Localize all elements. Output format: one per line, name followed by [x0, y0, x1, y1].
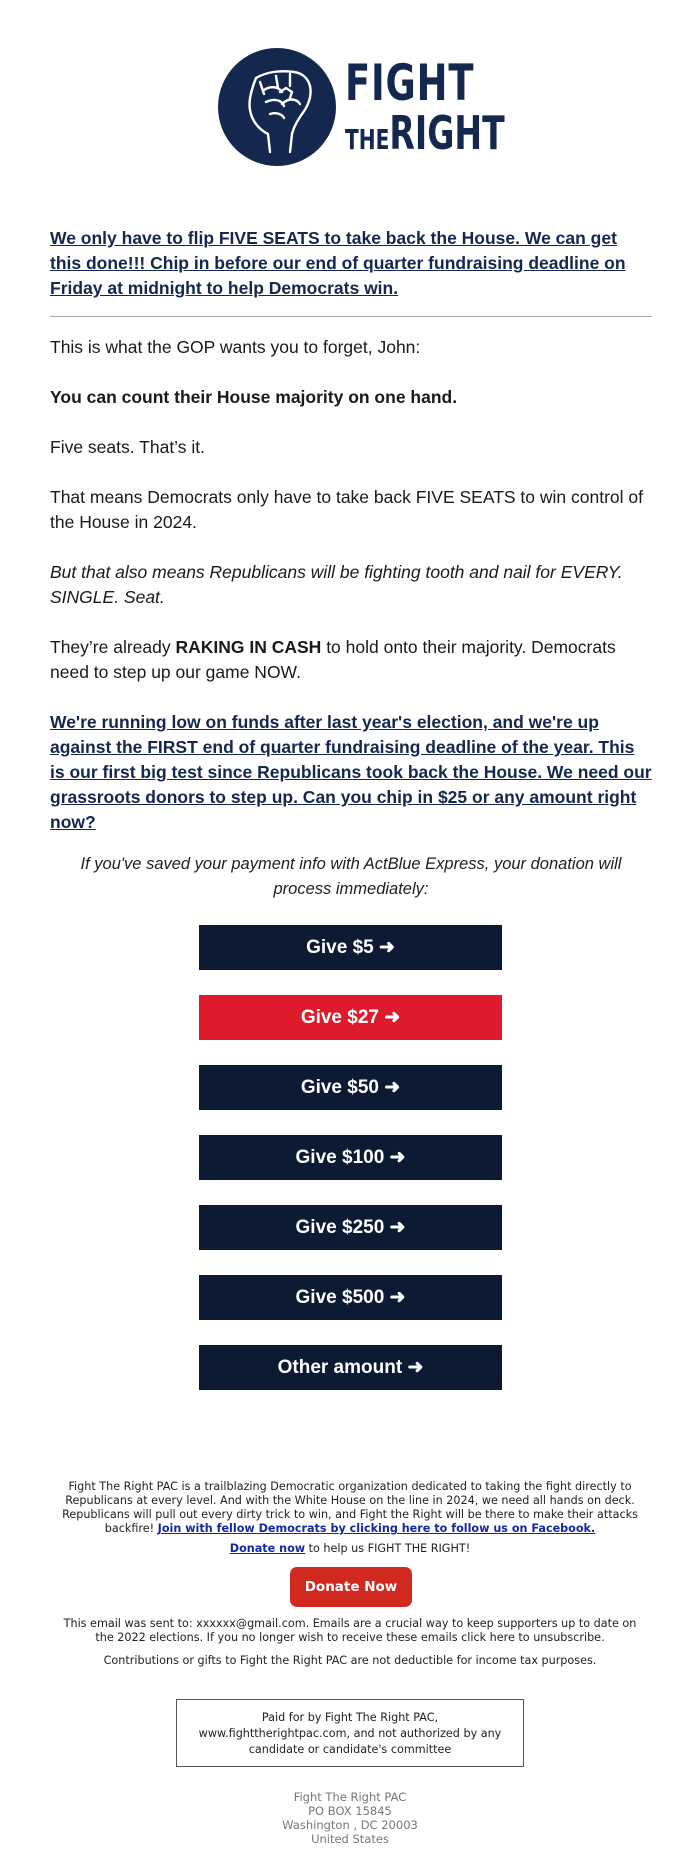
- donate-line-text: to help us FIGHT THE RIGHT!: [305, 1542, 471, 1555]
- give-50-button[interactable]: Give $50 ➜: [199, 1065, 502, 1110]
- paid-for-disclaimer: Paid for by Fight The Right PAC, www.fighttherightpac.com, and not authorized by any candidate or candidate's committee: [176, 1699, 524, 1767]
- footer-donate-line: [55, 1542, 645, 1556]
- address-line-3: Washington , DC 20003: [282, 1818, 418, 1832]
- brand-line-2-big: RIGHT: [389, 106, 505, 160]
- body-paragraph-5: But that also means Republicans will be fighting tooth and nail for EVERY. SINGLE. Seat.: [50, 562, 623, 607]
- donate-now-button[interactable]: Donate Now: [290, 1567, 412, 1607]
- headline[interactable]: [50, 226, 652, 301]
- give-27-button[interactable]: Give $27 ➜: [199, 995, 502, 1040]
- body-paragraph-1: This is what the GOP wants you to forget, John:: [50, 337, 421, 357]
- brand-line-2: [345, 106, 505, 160]
- give-500-button[interactable]: Give $500 ➜: [199, 1275, 502, 1320]
- footer-about: [55, 1480, 645, 1536]
- address-line-2: PO BOX 15845: [308, 1804, 392, 1818]
- divider: [50, 316, 652, 317]
- cta-link[interactable]: We're running low on funds after last year's election, and we're up against the FIRST end of quarter fundraising deadline of the year. This is our first big test since Republicans took back the House. We need our grassroots donors to step up. Can you chip in $25 or any amount right now?: [50, 712, 652, 832]
- body-paragraph-2: You can count their House majority on one hand.: [50, 387, 458, 407]
- footer-sent-to[interactable]: This email was sent to: xxxxxx@gmail.com. Emails are a crucial way to keep supporters up to date on the 2022 elections. If you no longer wish to receive these emails click here to unsubscribe.: [63, 1617, 637, 1644]
- headline-link[interactable]: We only have to flip FIVE SEATS to take back the House. We can get this done!!! Chip in before our end of quarter fundraising deadline on Friday at midnight to help Democrats win.: [50, 228, 626, 298]
- brand-line-1: FIGHT: [345, 54, 475, 112]
- address-line-1: Fight The Right PAC: [293, 1790, 407, 1804]
- brand-logo: [218, 48, 505, 166]
- give-5-button[interactable]: Give $5 ➜: [199, 925, 502, 970]
- donate-now-link[interactable]: Donate now: [229, 1542, 306, 1555]
- body-paragraph-6: [50, 635, 652, 685]
- mailing-address: [200, 1790, 500, 1846]
- brand-wordmark: [345, 54, 545, 160]
- call-to-action[interactable]: [50, 710, 652, 835]
- other-amount-button[interactable]: Other amount ➜: [199, 1345, 502, 1390]
- p6-text-after: to hold onto their majority. Democrats need to step up our game NOW.: [50, 637, 616, 682]
- give-250-button[interactable]: Give $250 ➜: [199, 1205, 502, 1250]
- actblue-express-note: If you've saved your payment info with ActBlue Express, your donation will process immediately:: [80, 855, 622, 898]
- footer-about-text: Fight The Right PAC is a trailblazing Democratic organization dedicated to taking the fight directly to Republicans at every level. And with the White House on the line in 2024, we need all hands on deck. Republicans will pull out every dirty trick to win, and Fight the Right will be there to make their attacks backfire!: [62, 1480, 638, 1535]
- p6-bold: RAKING IN CASH: [175, 637, 322, 657]
- address-line-4: United States: [311, 1832, 389, 1846]
- give-100-button[interactable]: Give $100 ➜: [199, 1135, 502, 1180]
- body-paragraph-3: Five seats. That’s it.: [50, 437, 205, 457]
- footer-tax-note: Contributions or gifts to Fight the Right PAC are not deductible for income tax purposes.: [103, 1654, 597, 1667]
- fist-logo-icon: [218, 48, 336, 166]
- body-paragraph-4: That means Democrats only have to take back FIVE SEATS to win control of the House in 2024.: [50, 487, 643, 532]
- p6-text-before: They’re already: [50, 637, 176, 657]
- facebook-link[interactable]: Join with fellow Democrats by clicking here to follow us on Facebook.: [157, 1522, 596, 1535]
- brand-line-2-small: THE: [345, 123, 390, 156]
